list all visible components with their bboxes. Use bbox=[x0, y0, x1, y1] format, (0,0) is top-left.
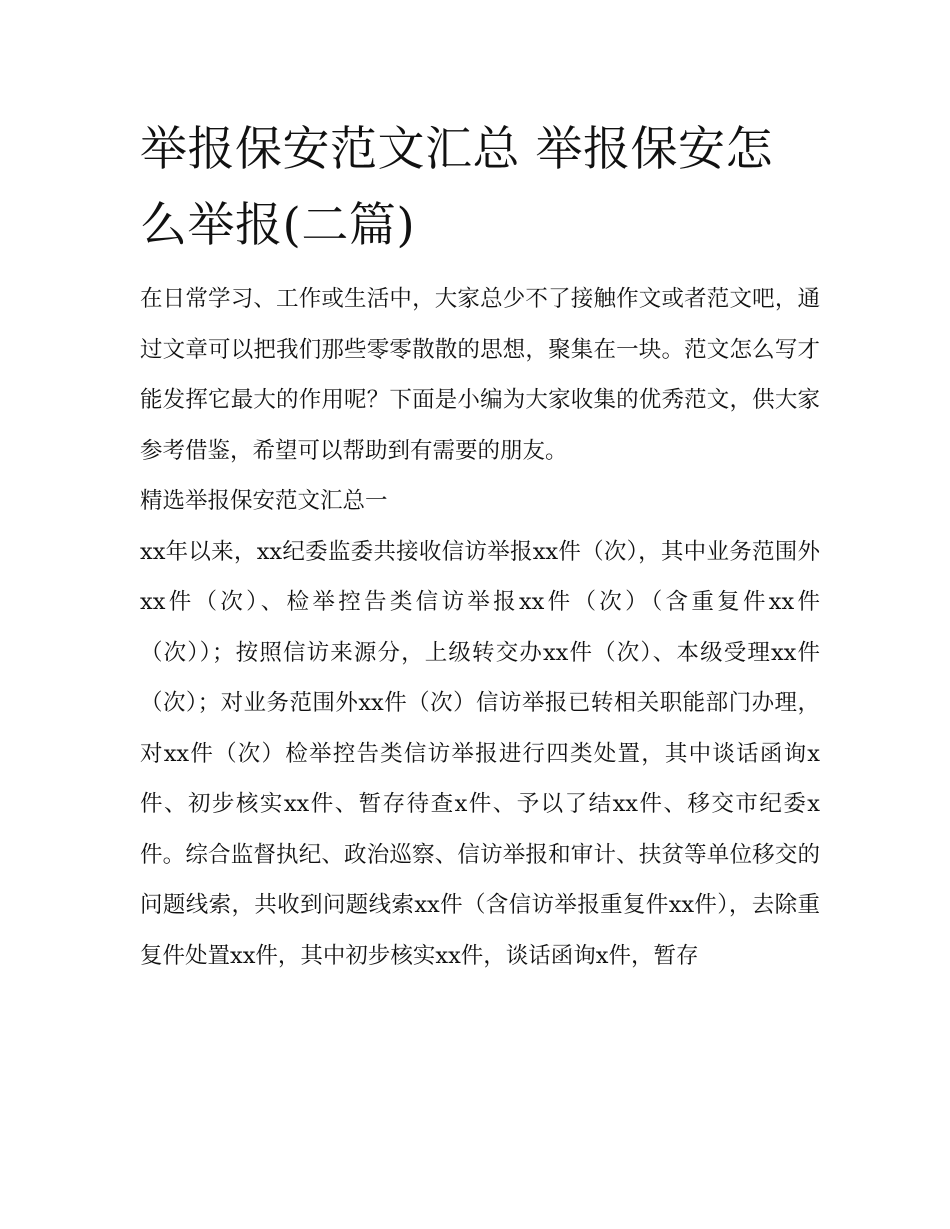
section-body-paragraph: xx年以来，xx纪委监委共接收信访举报xx件（次），其中业务范围外xx件（次）、检举控告类信访举报xx件（次）（含重复件xx件（次））；按照信访来源分，上级转交办xx件（次）、本级受理xx件（次）；对业务范围外xx件（次）信访举报已转相关职能部门办理，对xx件（次）检举控告类信访举报进行四类处置，其中谈话函询x件、初步核实xx件、暂存待查x件、予以了结xx件、移交市纪委x件。综合监督执纪、政治巡察、信访举报和审计、扶贫等单位移交的问题线索，共收到问题线索xx件（含信访举报重复件xx件），去除重复件处置xx件，其中初步核实xx件，谈话函询x件，暂存 bbox=[140, 538, 820, 969]
title-block bbox=[140, 112, 820, 264]
document-page bbox=[140, 112, 820, 981]
intro-paragraph: 在日常学习、工作或生活中，大家总少不了接触作文或者范文吧，通过文章可以把我们那些零零散散的思想，聚集在一块。范文怎么写才能发挥它最大的作用呢？下面是小编为大家收集的优秀范文，供大家参考借鉴，希望可以帮助到有需要的朋友。 bbox=[140, 286, 820, 464]
section-heading: 精选举报保安范文汇总一 bbox=[140, 488, 388, 514]
document-title: 举报保安范文汇总 举报保安怎么举报(二篇) bbox=[140, 122, 773, 253]
